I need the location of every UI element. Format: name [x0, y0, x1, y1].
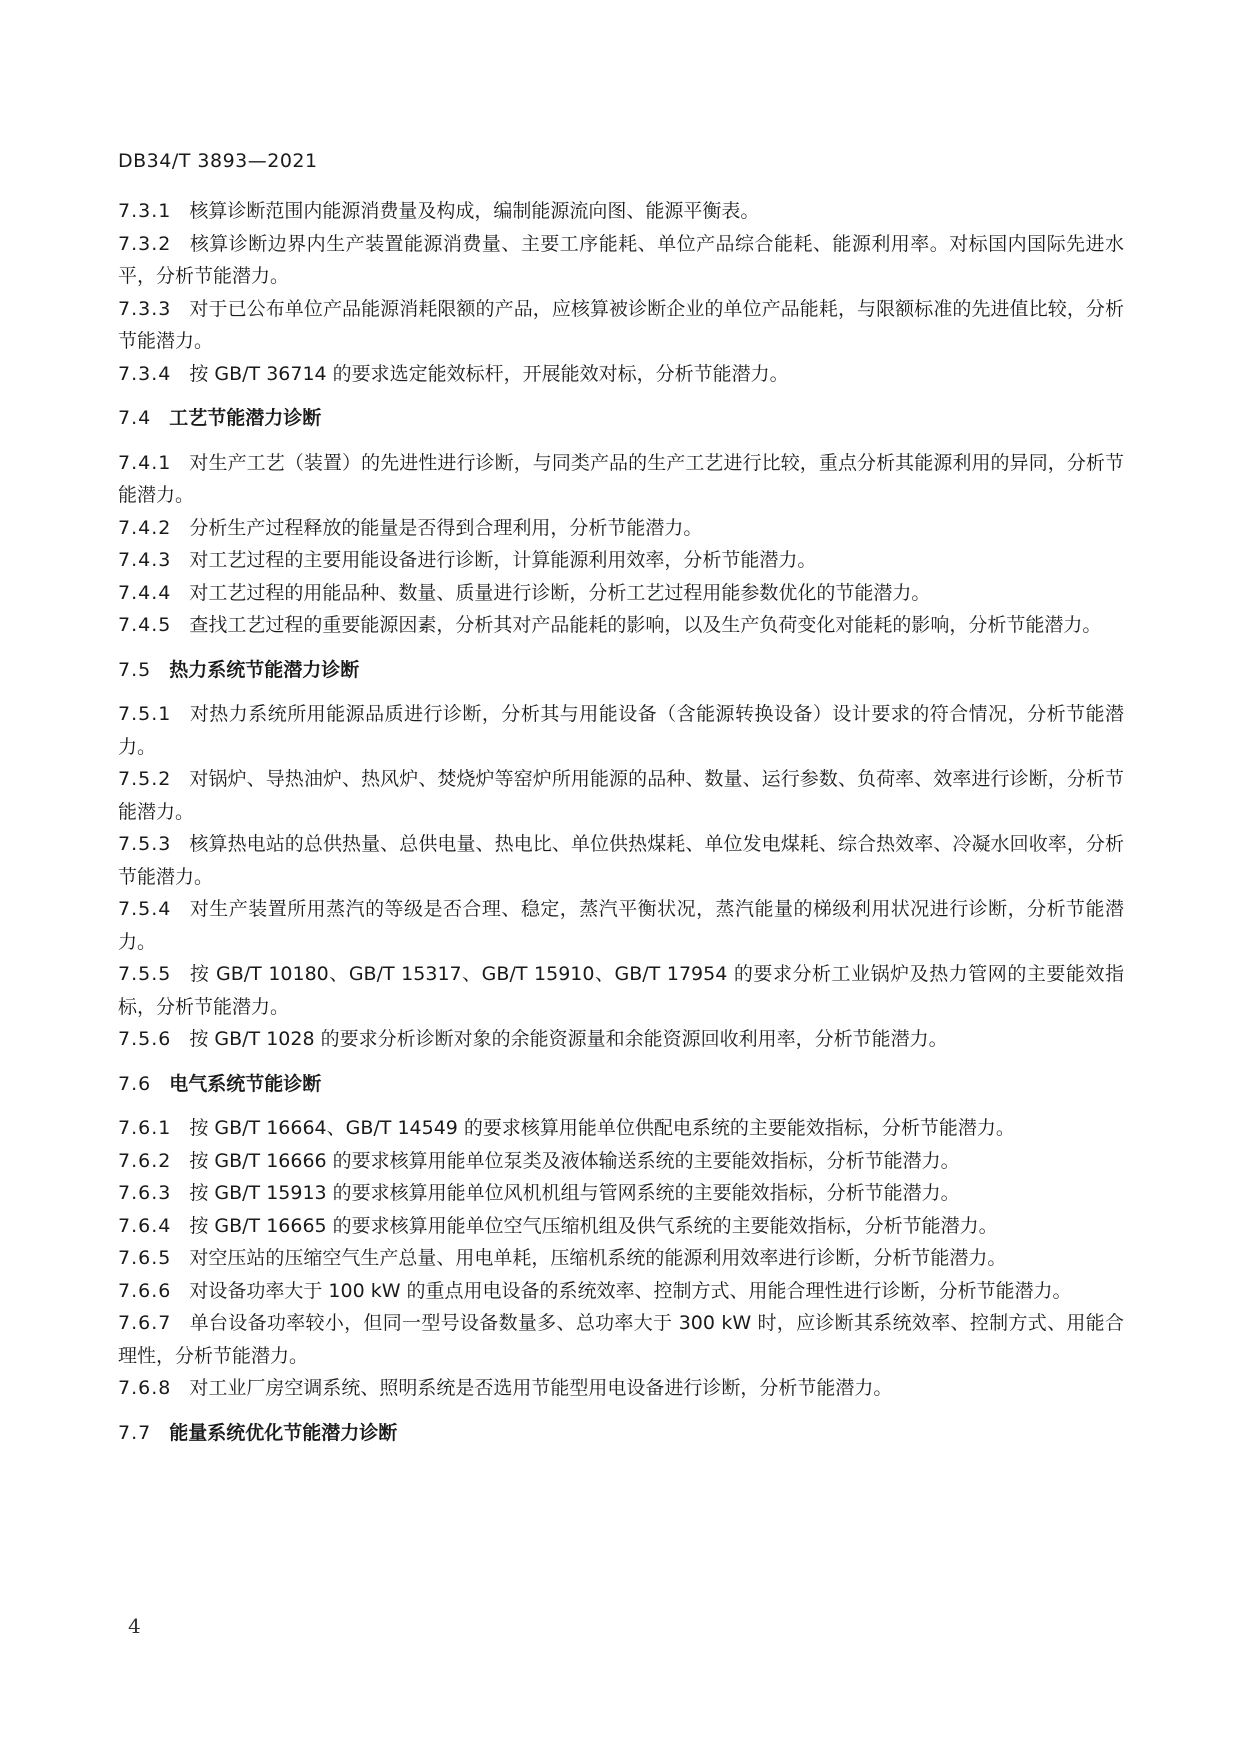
clause-number: 7.5.1 — [118, 703, 172, 725]
clause-number: 7.6.5 — [118, 1247, 172, 1269]
clause-7-5-6 — [118, 1023, 1124, 1056]
clause-number: 7.6.7 — [118, 1312, 172, 1334]
section-heading-7-4 — [118, 402, 1124, 435]
clause-number: 7.4.4 — [118, 581, 172, 604]
clause-text: 核算诊断边界内生产装置能源消费量、主要工序能耗、单位产品综合能耗、能源利用率。对标国内国际先进水平，分析节能潜力。 — [118, 232, 1124, 287]
clause-number: 7.5.6 — [118, 1028, 172, 1050]
clause-7-5-4 — [118, 893, 1124, 958]
clause-number: 7.4.1 — [118, 451, 172, 474]
clause-text: 按 GB/T 15913 的要求核算用能单位风机机组与管网系统的主要能效指标，分析节能潜力。 — [189, 1182, 960, 1204]
clause-text: 对空压站的压缩空气生产总量、用电单耗，压缩机系统的能源利用效率进行诊断，分析节能潜力。 — [189, 1247, 1007, 1269]
clause-7-6-6 — [118, 1275, 1124, 1308]
clause-text: 按 GB/T 36714 的要求选定能效标杆，开展能效对标，分析节能潜力。 — [189, 362, 789, 385]
clause-text: 对热力系统所用能源品质进行诊断，分析其与用能设备（含能源转换设备）设计要求的符合情况，分析节能潜力。 — [118, 703, 1124, 758]
document-code: DB34/T 3893—2021 — [118, 150, 318, 172]
clause-7-4-3 — [118, 544, 1124, 577]
clause-number: 7.3.4 — [118, 362, 172, 385]
clause-text: 核算热电站的总供热量、总供电量、热电比、单位供热煤耗、单位发电煤耗、综合热效率、冷凝水回收率，分析节能潜力。 — [118, 833, 1124, 888]
clause-7-6-4 — [118, 1210, 1124, 1243]
section-heading-7-7 — [118, 1417, 1124, 1450]
clause-number: 7.6.6 — [118, 1279, 172, 1302]
clause-text: 分析生产过程释放的能量是否得到合理利用，分析节能潜力。 — [189, 516, 703, 539]
section-title: 电气系统节能诊断 — [169, 1072, 322, 1095]
clause-number: 7.5.5 — [118, 963, 172, 985]
clause-7-6-8 — [118, 1372, 1124, 1405]
section-heading-7-6 — [118, 1068, 1124, 1101]
clause-number: 7.6.1 — [118, 1117, 172, 1139]
clause-7-6-7 — [118, 1307, 1124, 1372]
clause-number: 7.5.2 — [118, 768, 172, 790]
clause-text: 核算诊断范围内能源消费量及构成，编制能源流向图、能源平衡表。 — [189, 200, 760, 222]
clause-number: 7.5.4 — [118, 898, 172, 920]
clause-7-5-2 — [118, 763, 1124, 828]
clause-number: 7.4.3 — [118, 549, 172, 571]
clause-7-4-2 — [118, 512, 1124, 545]
clause-number: 7.6.3 — [118, 1182, 172, 1204]
section-number: 7.5 — [118, 658, 152, 681]
clause-text: 对于已公布单位产品能源消耗限额的产品，应核算被诊断企业的单位产品能耗，与限额标准的先进值比较，分析节能潜力。 — [118, 297, 1124, 352]
clause-text: 按 GB/T 10180、GB/T 15317、GB/T 15910、GB/T 17954 的要求分析工业锅炉及热力管网的主要能效指标，分析节能潜力。 — [118, 963, 1124, 1018]
clause-text: 对锅炉、导热油炉、热风炉、焚烧炉等窑炉所用能源的品种、数量、运行参数、负荷率、效率进行诊断，分析节能潜力。 — [118, 768, 1124, 823]
clause-7-6-5 — [118, 1242, 1124, 1275]
clause-7-5-3 — [118, 828, 1124, 893]
clause-7-3-2 — [118, 228, 1124, 293]
clause-text: 单台设备功率较小，但同一型号设备数量多、总功率大于 300 kW 时，应诊断其系统效率、控制方式、用能合理性，分析节能潜力。 — [118, 1312, 1124, 1367]
clause-text: 查找工艺过程的重要能源因素，分析其对产品能耗的影响，以及生产负荷变化对能耗的影响，分析节能潜力。 — [189, 614, 1102, 636]
clause-7-6-1 — [118, 1112, 1124, 1145]
clause-number: 7.4.5 — [118, 614, 172, 636]
clause-text: 按 GB/T 1028 的要求分析诊断对象的余能资源量和余能资源回收利用率，分析节能潜力。 — [189, 1028, 948, 1050]
page-number: 4 — [128, 1614, 141, 1638]
clause-7-6-3 — [118, 1177, 1124, 1210]
clause-text: 对工艺过程的用能品种、数量、质量进行诊断，分析工艺过程用能参数优化的节能潜力。 — [189, 581, 931, 604]
clause-number: 7.6.2 — [118, 1149, 172, 1172]
section-number: 7.6 — [118, 1072, 152, 1095]
document-body — [118, 195, 1124, 1461]
clause-text: 按 GB/T 16665 的要求核算用能单位空气压缩机组及供气系统的主要能效指标，分析节能潜力。 — [189, 1214, 998, 1237]
clause-text: 对生产装置所用蒸汽的等级是否合理、稳定，蒸汽平衡状况，蒸汽能量的梯级利用状况进行诊断，分析节能潜力。 — [118, 898, 1124, 953]
clause-7-3-1 — [118, 195, 1124, 228]
section-number: 7.7 — [118, 1421, 152, 1444]
section-heading-7-5 — [118, 654, 1124, 687]
clause-7-4-1 — [118, 447, 1124, 512]
section-title: 工艺节能潜力诊断 — [169, 407, 322, 429]
clause-text: 对工艺过程的主要用能设备进行诊断，计算能源利用效率，分析节能潜力。 — [189, 549, 817, 571]
clause-text: 对工业厂房空调系统、照明系统是否选用节能型用电设备进行诊断，分析节能潜力。 — [189, 1377, 893, 1399]
clause-number: 7.6.8 — [118, 1377, 172, 1399]
clause-number: 7.5.3 — [118, 833, 172, 855]
clause-7-6-2 — [118, 1145, 1124, 1178]
clause-7-3-4 — [118, 358, 1124, 391]
clause-7-5-1 — [118, 698, 1124, 763]
clause-number: 7.3.1 — [118, 200, 172, 222]
clause-text: 按 GB/T 16666 的要求核算用能单位泵类及液体输送系统的主要能效指标，分析节能潜力。 — [189, 1149, 960, 1172]
clause-text: 对生产工艺（装置）的先进性进行诊断，与同类产品的生产工艺进行比较，重点分析其能源利用的异同，分析节能潜力。 — [118, 451, 1124, 506]
clause-7-5-5 — [118, 958, 1124, 1023]
clause-7-3-3 — [118, 293, 1124, 358]
clause-number: 7.3.3 — [118, 297, 172, 320]
clause-7-4-5 — [118, 609, 1124, 642]
section-title: 能量系统优化节能潜力诊断 — [169, 1421, 398, 1444]
clause-7-4-4 — [118, 577, 1124, 610]
section-number: 7.4 — [118, 407, 152, 429]
clause-text: 对设备功率大于 100 kW 的重点用电设备的系统效率、控制方式、用能合理性进行诊断，分析节能潜力。 — [189, 1279, 1072, 1302]
clause-number: 7.6.4 — [118, 1214, 172, 1237]
section-title: 热力系统节能潜力诊断 — [169, 658, 360, 681]
clause-number: 7.4.2 — [118, 516, 172, 539]
clause-text: 按 GB/T 16664、GB/T 14549 的要求核算用能单位供配电系统的主要能效指标，分析节能潜力。 — [189, 1117, 1015, 1139]
clause-number: 7.3.2 — [118, 232, 172, 255]
